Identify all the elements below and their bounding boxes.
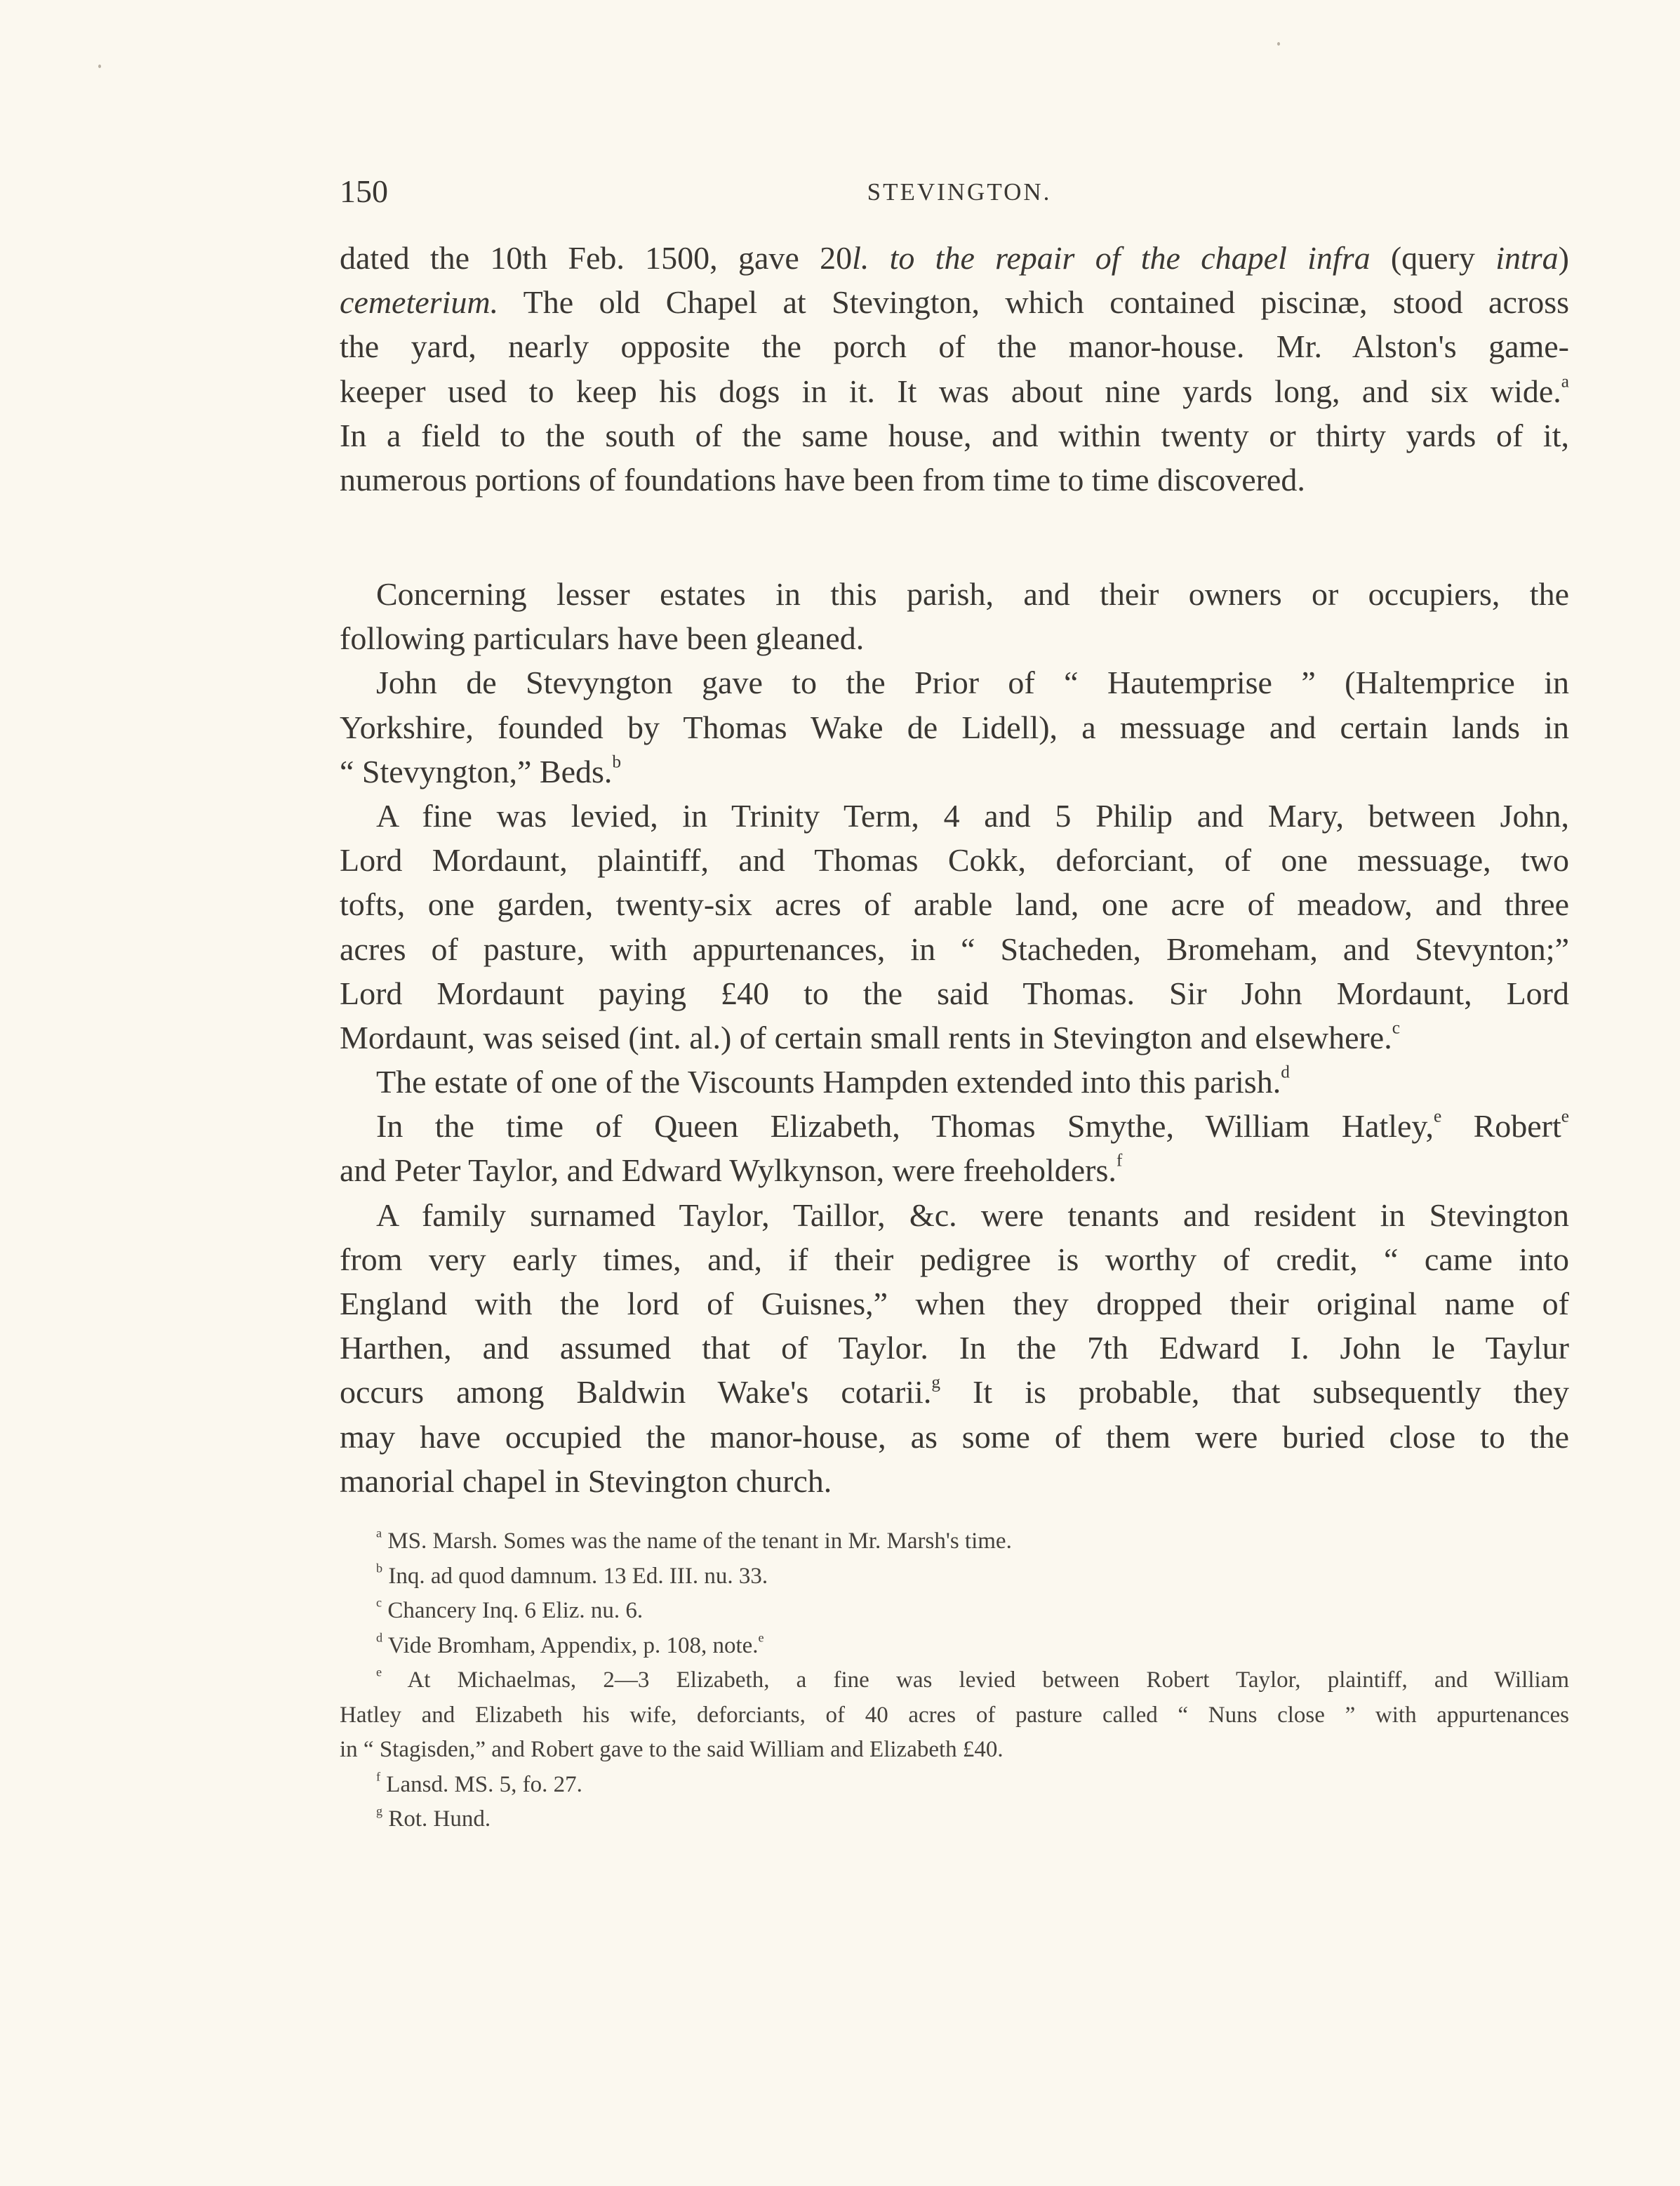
text-line: manorial chapel in Stevington church. bbox=[340, 1462, 832, 1499]
text-line: occurs among Baldwin Wake's cotarii.$^g$ It is probable, that subsequently they bbox=[340, 1372, 1569, 1411]
text-line: Lord Mordaunt paying £40 to the said Thomas. Sir John Mordaunt, Lord bbox=[340, 975, 1569, 1011]
footnote-ref-a: a bbox=[1561, 371, 1569, 392]
footnote-e-continued: in “ Stagisden,” and Robert gave to the said William and Elizabeth £40. bbox=[340, 1737, 1004, 1762]
text-line: A fine was levied, in Trinity Term, 4 and 5 Philip and Mary, between John, bbox=[376, 797, 1569, 834]
text-line: The estate of one of the Viscounts Hampden extended into this parish.$^d$ bbox=[376, 1062, 1290, 1100]
text-line: from very early times, and, if their pedigree is worthy of credit, “ came into bbox=[340, 1241, 1569, 1277]
footnote-g: $^g$ Rot. Hund. bbox=[376, 1804, 491, 1832]
text-line: cemeterium. The old Chapel at Stevington, which contained piscinæ, stood across bbox=[340, 284, 1569, 321]
footnote-ref-b: b bbox=[612, 752, 622, 772]
text-line: Harthen, and assumed that of Taylor. In the 7th Edward I. John le Taylur bbox=[340, 1330, 1569, 1366]
footnote-c: $^c$ Chancery Inq. 6 Eliz. nu. 6. bbox=[376, 1595, 644, 1623]
text-line: Yorkshire, founded by Thomas Wake de Lidell), a messuage and certain lands in bbox=[340, 709, 1569, 745]
footnote-a: $^a$ MS. Marsh. Somes was the name of the tenant in Mr. Marsh's time. bbox=[376, 1526, 1012, 1554]
text-line: the yard, nearly opposite the porch of the manor-house. Mr. Alston's game- bbox=[340, 328, 1569, 365]
footnote-d: $^d$ Vide Bromham, Appendix, p. 108, note.$^e$ bbox=[376, 1630, 764, 1658]
footnote-ref-e: e bbox=[1561, 1106, 1570, 1126]
text-line: John de Stevyngton gave to the Prior of “ Hautemprise ” (Haltemprice in bbox=[376, 665, 1569, 701]
text-line: Lord Mordaunt, plaintiff, and Thomas Cokk, deforciant, of one messuage, two bbox=[340, 842, 1569, 879]
text-line: acres of pasture, with appurtenances, in “ Stacheden, Bromeham, and Stevynton;” bbox=[340, 931, 1569, 967]
text-line: dated the 10th Feb. 1500, gave 20l. to the repair of the chapel infra (query intra) bbox=[340, 240, 1569, 276]
footnote-ref-c: c bbox=[1392, 1018, 1400, 1038]
page-number: 150 bbox=[340, 173, 388, 209]
paragraph-chapel bbox=[340, 236, 1569, 502]
text-line: and Peter Taylor, and Edward Wylkynson, were freeholders.$^f$ bbox=[340, 1150, 1123, 1189]
text-line: Mordaunt, was seised (int. al.) of certain small rents in Stevington and elsewhere.$^c$ bbox=[340, 1018, 1400, 1055]
paragraph-estates bbox=[340, 572, 1569, 1503]
text-line: tofts, one garden, twenty-six acres of arable land, one acre of meadow, and three bbox=[340, 886, 1569, 923]
text-line: may have occupied the manor-house, as some of them were buried close to the bbox=[340, 1418, 1569, 1455]
paper-speck bbox=[98, 65, 101, 68]
text-line: England with the lord of Guisnes,” when they dropped their original name of bbox=[340, 1286, 1569, 1321]
footnote-f: $^f$ Lansd. MS. 5, fo. 27. bbox=[376, 1769, 582, 1797]
text-line: “ Stevyngton,” Beds.$^b$ bbox=[340, 752, 622, 789]
footnote-e: $^e$ At Michaelmas, 2—3 Elizabeth, a fine was levied between Robert Taylor, plaintiff, and William bbox=[376, 1665, 1569, 1693]
text-line: In the time of Queen Elizabeth, Thomas Smythe, William Hatley,$^e$ Robert$^e$ bbox=[376, 1106, 1570, 1145]
text-line: In a field to the south of the same house, and within twenty or thirty yards of it, bbox=[340, 417, 1569, 453]
footnote-ref-d: d bbox=[1281, 1062, 1290, 1082]
footnotes bbox=[340, 1524, 1569, 1837]
paper-speck bbox=[1277, 42, 1280, 46]
running-head bbox=[340, 171, 1579, 220]
text-line: keeper used to keep his dogs in it. It was about nine yards long, and six wide.$^a$ bbox=[340, 371, 1569, 409]
running-title: STEVINGTON. bbox=[867, 178, 1052, 206]
footnote-e-continued: Hatley and Elizabeth his wife, deforciants, of 40 acres of pasture called “ Nuns close ” with appurtenances bbox=[340, 1702, 1569, 1728]
text-line: numerous portions of foundations have been from time to time discovered. bbox=[340, 461, 1305, 498]
footnote-ref-f: f bbox=[1116, 1150, 1123, 1171]
footnote-ref-e: e bbox=[1433, 1106, 1442, 1126]
footnote-ref-g: g bbox=[931, 1372, 940, 1392]
text-line: Concerning lesser estates in this parish, and their owners or occupiers, the bbox=[376, 576, 1569, 612]
text-line: A family surnamed Taylor, Taillor, &c. were tenants and resident in Stevington bbox=[376, 1197, 1569, 1233]
text-line: following particulars have been gleaned. bbox=[340, 620, 865, 657]
footnote-b: $^b$ Inq. ad quod damnum. 13 Ed. III. nu. 33. bbox=[376, 1561, 768, 1589]
